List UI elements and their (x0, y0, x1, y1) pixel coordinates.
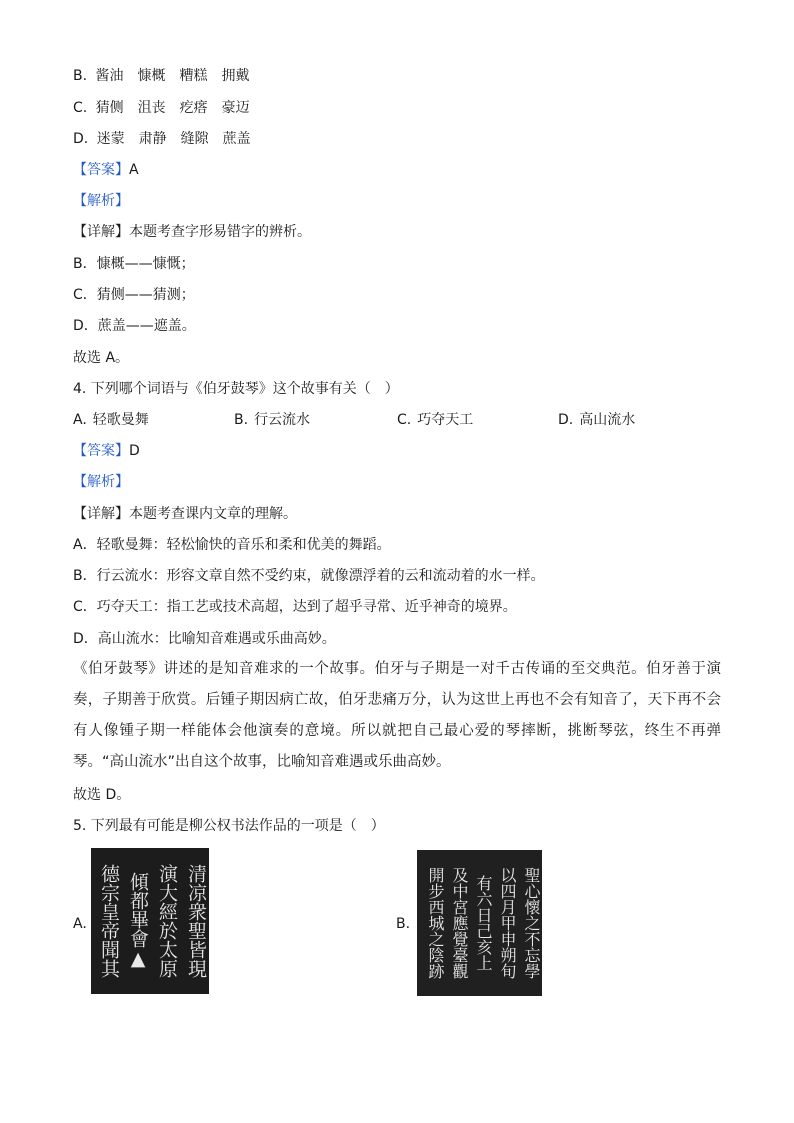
calligraphy-image-a (91, 848, 209, 994)
option-label: A. (73, 412, 87, 428)
q4-option-c (397, 410, 473, 430)
option-b-prev (73, 66, 250, 86)
detail-text: 本题考查字形易错字的辨析。 (129, 224, 311, 240)
option-c-prev (73, 98, 250, 118)
q5-stem: 5. 下列最有可能是柳公权书法作品的一项是（ ） (73, 818, 385, 834)
q3-line-c: C．猜侧——猜测； (73, 287, 195, 303)
q5-option-a-label: A. (73, 916, 87, 932)
q3-line-b: B．慷概——慷慨； (73, 256, 195, 272)
calligraphy-column: 聖心懷之不忘學 (522, 867, 541, 979)
answer-value: A (129, 162, 139, 178)
q4-conclusion: 故选 D。 (73, 787, 131, 803)
option-text: 高山流水 (579, 412, 636, 428)
q4-analysis-tag: 【解析】 (73, 474, 129, 490)
option-text: 行云流水 (254, 412, 311, 428)
calligraphy-column: 清凉衆聖皆現 (185, 864, 207, 978)
q5-option-b-label: B. (396, 916, 411, 932)
calligraphy-image-b (417, 850, 542, 996)
option-d-prev (73, 129, 251, 149)
calligraphy-column: 德宗皇帝聞其 (98, 864, 120, 978)
q4-line-b: B．行云流水：形容文章自然不受约束，就像漂浮着的云和流动着的水一样。 (73, 568, 545, 584)
q4-option-d (558, 410, 635, 430)
option-label: C. (397, 412, 412, 428)
q4-line-d: D．高山流水：比喻知音难遇或乐曲高妙。 (73, 631, 336, 647)
calligraphy-column: 演大經於太原 (156, 864, 178, 978)
calligraphy-column: 有六日己亥上 (474, 875, 493, 971)
answer-tag: 【答案】 (73, 162, 129, 178)
option-label: B. (73, 68, 88, 84)
calligraphy-column: 開步西城之陰跡 (426, 867, 445, 979)
option-label: D. (558, 412, 574, 428)
option-label: C. (73, 100, 88, 116)
answer-value: D (129, 443, 140, 459)
q4-line-a: A．轻歌曼舞：轻松愉快的音乐和柔和优美的舞蹈。 (73, 537, 391, 553)
q3-line-d: D．蔗盖——遮盖。 (73, 318, 196, 334)
q3-answer (73, 160, 139, 180)
calligraphy-column: 傾都畢會▲ (127, 872, 149, 970)
q4-option-a (73, 410, 149, 430)
option-text: 迷蒙 肃静 缝隙 蔗盖 (96, 131, 251, 147)
calligraphy-column: 以四月甲申朔旬 (498, 867, 517, 979)
option-text: 巧夺天工 (417, 412, 474, 428)
option-text: 酱油 慷概 糟糕 拥戴 (95, 68, 250, 84)
detail-tag: 【详解】 (73, 224, 129, 240)
detail-tag: 【详解】 (73, 506, 129, 522)
q4-answer (73, 441, 140, 461)
detail-text: 本题考查课内文章的理解。 (129, 506, 297, 522)
answer-tag: 【答案】 (73, 443, 129, 459)
option-label: B. (234, 412, 249, 428)
q3-detail (73, 222, 311, 242)
option-text: 轻歌曼舞 (92, 412, 149, 428)
option-text: 猜侧 沮丧 疙瘩 豪迈 (95, 100, 250, 116)
q4-stem: 4. 下列哪个词语与《伯牙鼓琴》这个故事有关（ ） (73, 381, 399, 397)
calligraphy-column: 及中宮應覺臺觀 (450, 867, 469, 979)
q4-option-b (234, 410, 310, 430)
q3-analysis-tag: 【解析】 (73, 193, 129, 209)
q3-conclusion: 故选 A。 (73, 350, 130, 366)
q4-detail (73, 504, 297, 524)
option-label: D. (73, 131, 89, 147)
q4-line-c: C．巧夺天工：指工艺或技术高超，达到了超乎寻常、近乎神奇的境界。 (73, 599, 517, 615)
q4-paragraph: 《伯牙鼓琴》讲述的是知音难求的一个故事。伯牙与子期是一对千古传诵的至交典范。伯牙善于演奏，子期善于欣赏。后锺子期因病亡故，伯牙悲痛万分，认为这世上再也不会有知音了，天下再不会有人像锺子期一样能体会他演奏的意境。所以就把自己最心爱的琴摔断，挑断琴弦，终生不再弹琴。“高山流水”出自这个故事，比喻知音难遇或乐曲高妙。 (73, 661, 721, 770)
